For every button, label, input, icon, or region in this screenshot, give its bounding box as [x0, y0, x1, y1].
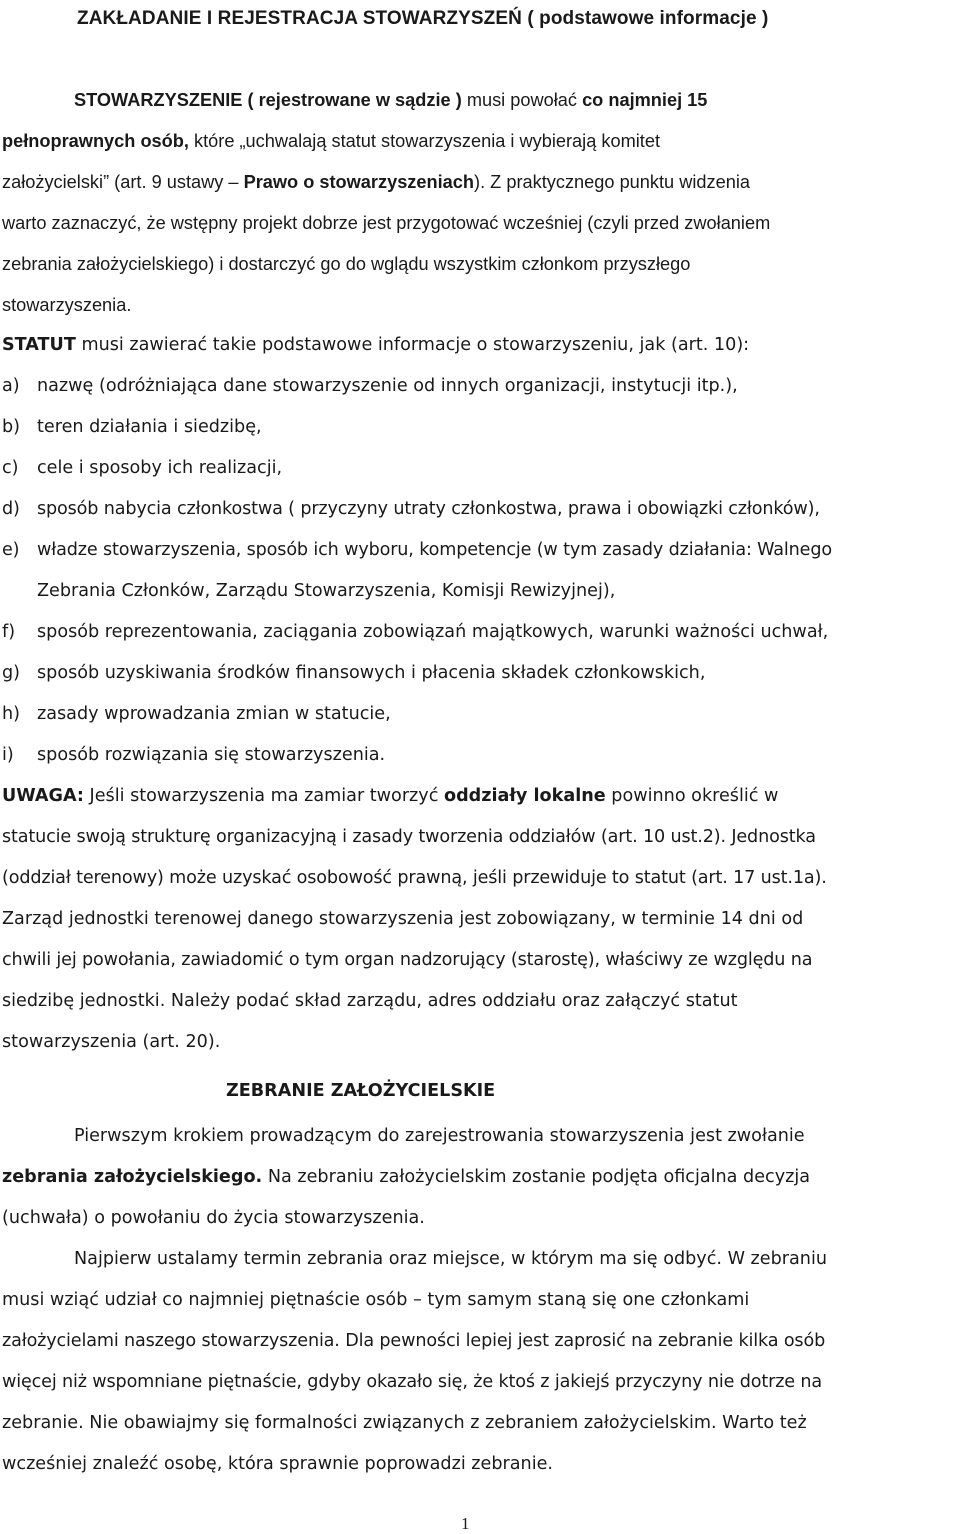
list-item: d) sposób nabycia członkostwa ( przyczyny utraty członkostwa, prawa i obowiązki członków), — [2, 499, 820, 519]
uwaga-line-5: chwili jej powołania, zawiadomić o tym organ nadzorujący (starostę), właściwy ze względu na — [2, 950, 813, 970]
para2-line-3: założycielami naszego stowarzyszenia. Dla pewności lepiej jest zaprosić na zebranie kilka osób — [2, 1331, 826, 1351]
list-item: c) cele i sposoby ich realizacji, — [2, 458, 283, 478]
para2-line-6: wcześniej znaleźć osobę, która sprawnie poprowadzi zebranie. — [2, 1454, 553, 1474]
uwaga-line-1: UWAGA: Jeśli stowarzyszenia ma zamiar tworzyć oddziały lokalne powinno określić w — [2, 786, 779, 806]
uwaga-line-7: stowarzyszenia (art. 20). — [2, 1032, 221, 1052]
list-item: a) nazwę (odróżniająca dane stowarzyszenie od innych organizacji, instytucji itp.), — [2, 376, 738, 396]
page-title: ZAKŁADANIE I REJESTRACJA STOWARZYSZEŃ ( podstawowe informacje ) — [77, 8, 769, 29]
intro-line-6: stowarzyszenia. — [2, 295, 132, 315]
para1-line-3: (uchwała) o powołaniu do życia stowarzyszenia. — [2, 1208, 425, 1228]
uwaga-line-2: statucie swoją strukturę organizacyjną i zasady tworzenia oddziałów (art. 10 ust.2). Jednostka — [2, 827, 816, 847]
para2-line-5: zebranie. Nie obawiajmy się formalności związanych z zebraniem założycielskim. Warto też — [2, 1413, 807, 1433]
list-item: b) teren działania i siedzibę, — [2, 417, 262, 437]
list-item: f) sposób reprezentowania, zaciągania zobowiązań majątkowych, warunki ważności uchwał, — [2, 622, 829, 642]
page-number: 1 — [461, 1514, 470, 1533]
uwaga-line-4: Zarząd jednostki terenowej danego stowarzyszenia jest zobowiązany, w terminie 14 dni od — [2, 909, 804, 929]
para2-line-4: więcej niż wspomniane piętnaście, gdyby okazało się, że ktoś z jakiejś przyczyny nie dotrze na — [2, 1372, 823, 1392]
list-item: e) władze stowarzyszenia, sposób ich wyboru, kompetencje (w tym zasady działania: Walnego — [2, 540, 832, 560]
list-item: g) sposób uzyskiwania środków finansowych i płacenia składek członkowskich, — [2, 663, 706, 683]
list-item: Zebrania Członków, Zarządu Stowarzyszenia, Komisji Rewizyjnej), — [37, 581, 616, 601]
para2-line-1: Najpierw ustalamy termin zebrania oraz miejsce, w którym ma się odbyć. W zebraniu — [74, 1249, 827, 1269]
para1-line-2: zebrania założycielskiego. Na zebraniu założycielskim zostanie podjęta oficjalna decyzja — [2, 1167, 811, 1187]
intro-line-1: STOWARZYSZENIE ( rejestrowane w sądzie ) musi powołać co najmniej 15 — [74, 90, 708, 110]
intro-bold-term: STOWARZYSZENIE ( rejestrowane w sądzie ) — [74, 90, 462, 110]
intro-line-4: warto zaznaczyć, że wstępny projekt dobrze jest przygotować wcześniej (czyli przed zwołaniem — [2, 213, 771, 233]
uwaga-label: UWAGA: — [2, 786, 84, 806]
intro-line-5: zebrania założycielskiego) i dostarczyć go do wglądu wszystkim członkom przyszłego — [2, 254, 691, 274]
uwaga-line-6: siedzibę jednostki. Należy podać skład zarządu, adres oddziału oraz załączyć statut — [2, 991, 738, 1011]
intro-line-3: założycielski” (art. 9 ustawy – Prawo o stowarzyszeniach). Z praktycznego punktu widzenia — [2, 172, 750, 192]
para2-line-2: musi wziąć udział co najmniej piętnaście osób – tym samym staną się one członkami — [2, 1290, 750, 1310]
para1-line-1: Pierwszym krokiem prowadzącym do zarejestrowania stowarzyszenia jest zwołanie — [74, 1126, 805, 1146]
uwaga-line-3: (oddział terenowy) może uzyskać osobowość prawną, jeśli przewiduje to statut (art. 17 ust.1a). — [2, 868, 827, 888]
list-item: i) sposób rozwiązania się stowarzyszenia. — [2, 745, 386, 765]
intro-line-2: pełnoprawnych osób, które „uchwalają statut stowarzyszenia i wybierają komitet — [2, 131, 660, 151]
list-item: h) zasady wprowadzania zmian w statucie, — [2, 704, 391, 724]
statut-intro: STATUT musi zawierać takie podstawowe informacje o stowarzyszeniu, jak (art. 10): — [2, 335, 750, 355]
section-heading: ZEBRANIE ZAŁOŻYCIELSKIE — [226, 1081, 496, 1101]
